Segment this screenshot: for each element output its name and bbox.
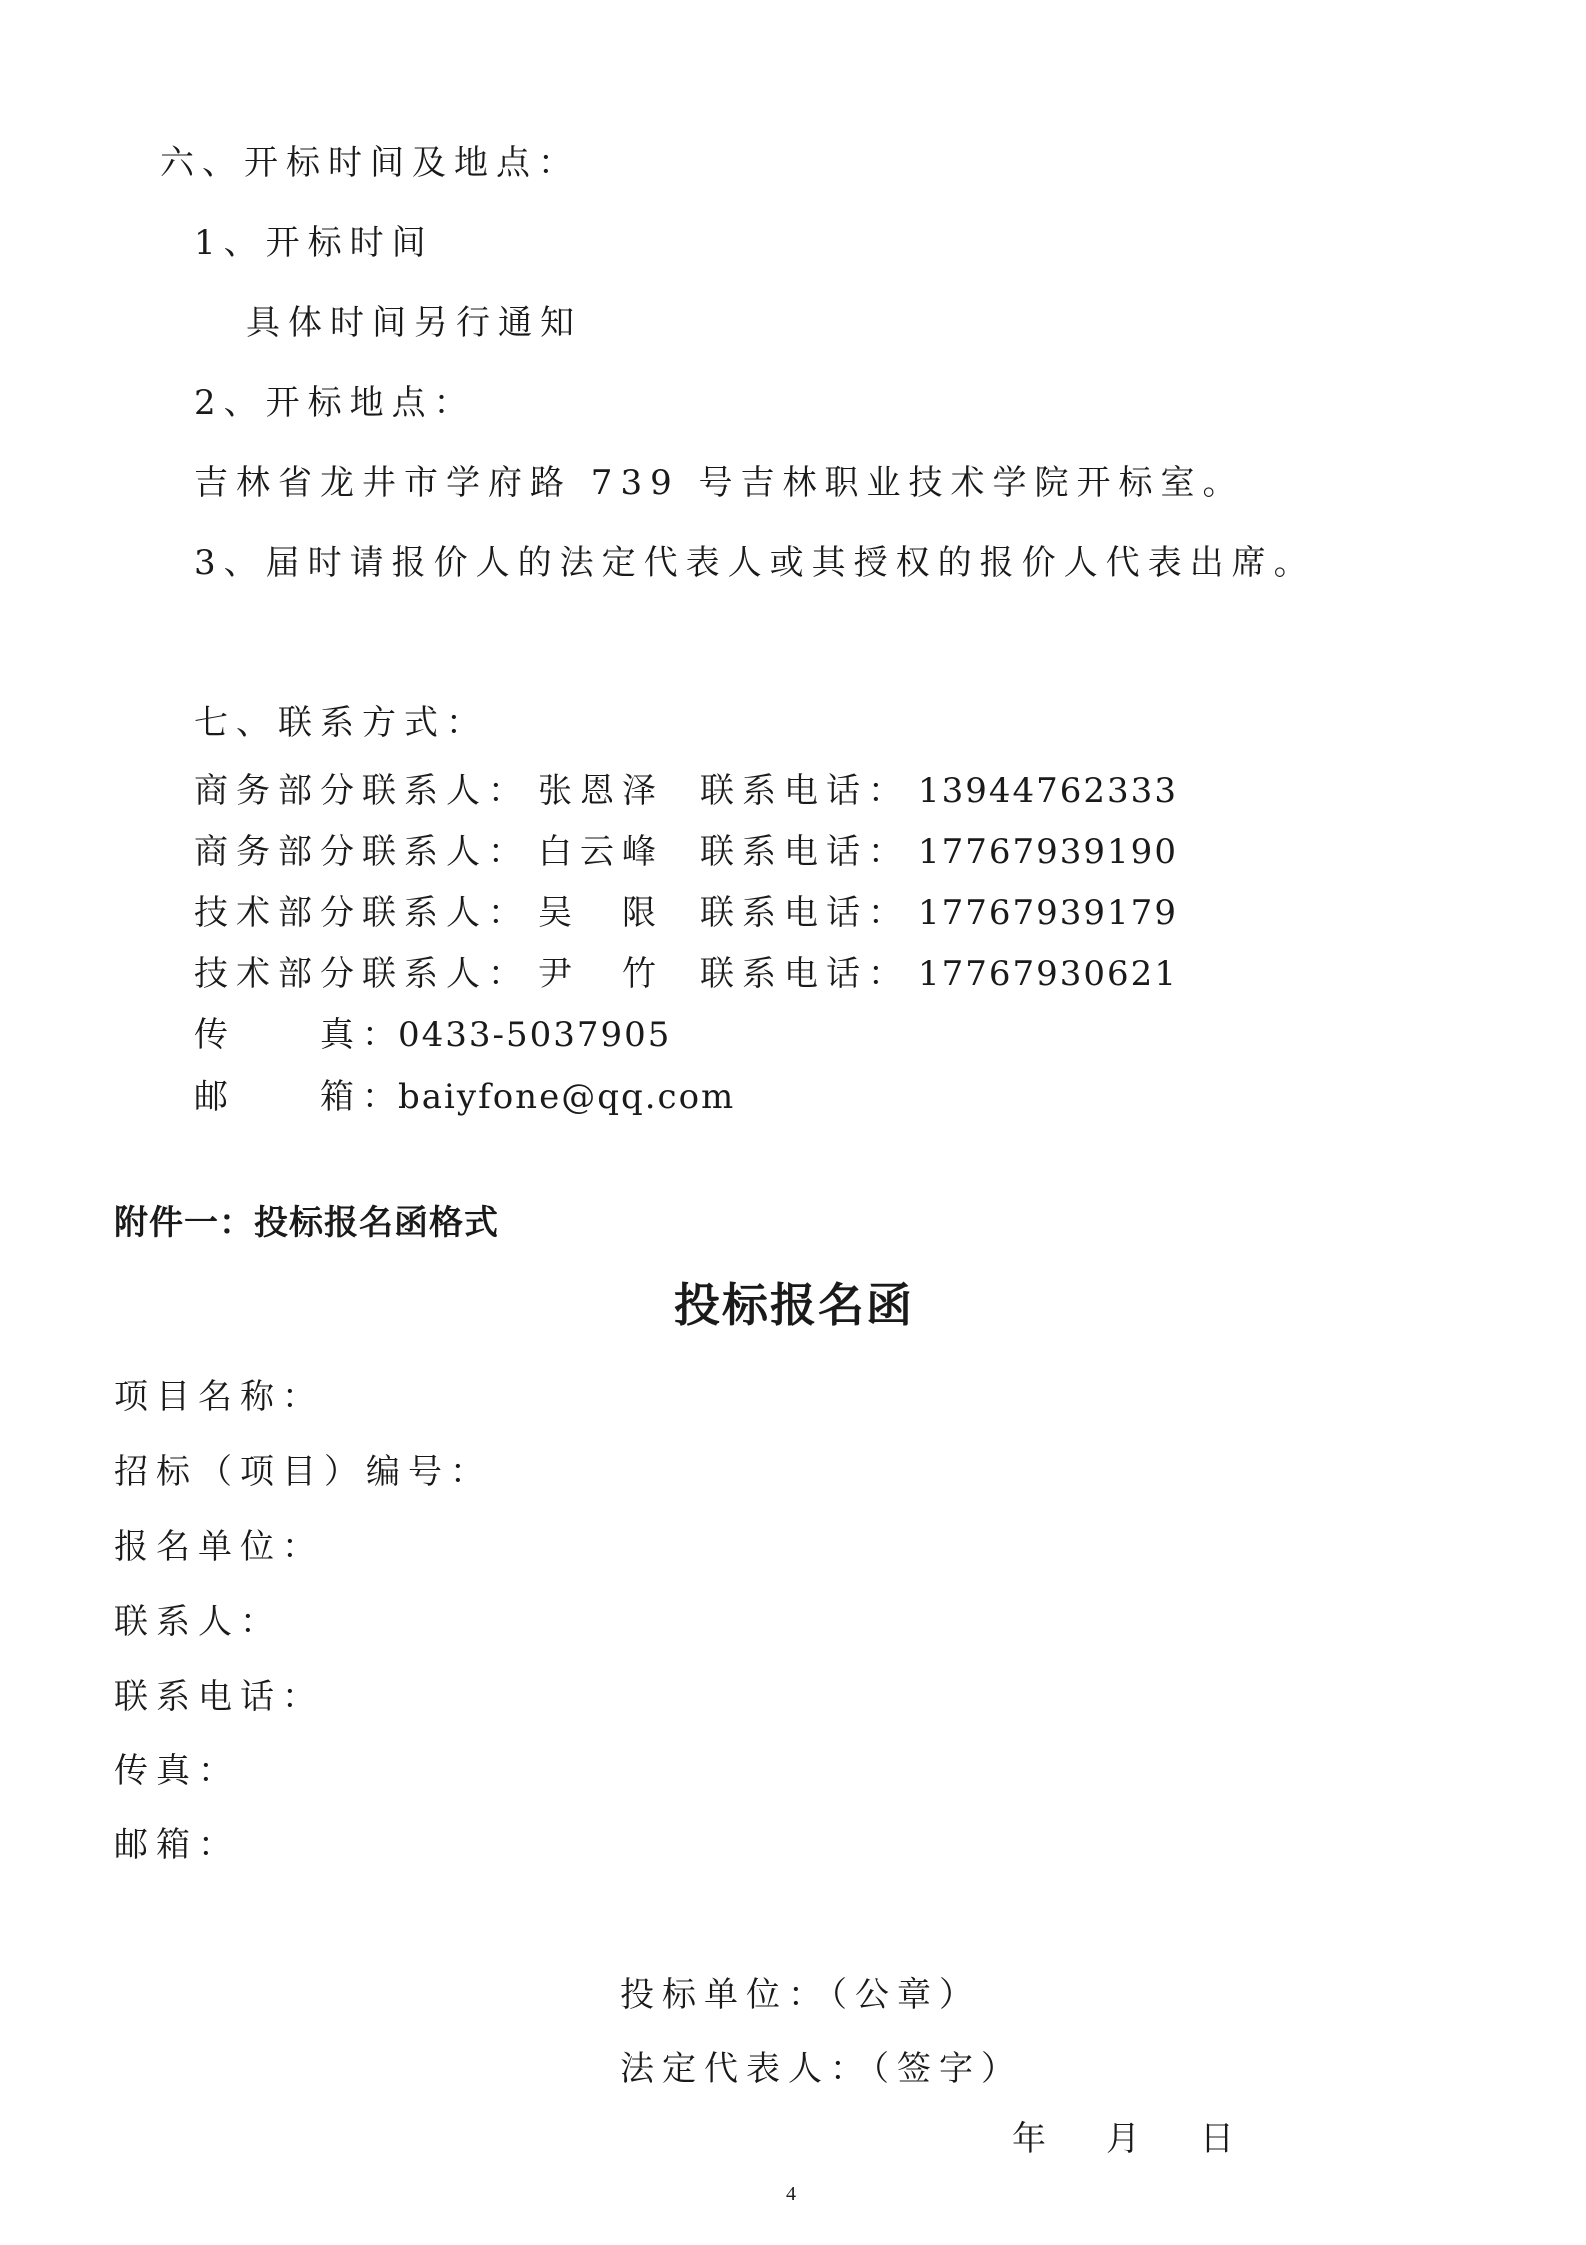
contact-role: 商务部分联系人： <box>194 832 530 872</box>
contact-phone: 17767939190 <box>918 832 1178 872</box>
attachment-heading: 附件一：投标报名函格式 <box>114 1203 499 1243</box>
signature-representative: 法定代表人：（签字） <box>620 2049 1023 2089</box>
contact-phone: 17767939179 <box>918 893 1178 933</box>
section6-item2-title: 2、开标地点： <box>194 383 476 423</box>
contact-name: 尹 竹 <box>538 954 664 994</box>
fax-label-2: 真： <box>320 1015 404 1055</box>
email-value: baiyfone@qq.com <box>398 1077 736 1117</box>
contact-name: 吴 限 <box>538 893 664 933</box>
section6-heading: 六、开标时间及地点： <box>160 143 580 183</box>
contact-phone-label: 联系电话： <box>700 832 910 872</box>
date-day: 日 <box>1200 2119 1242 2159</box>
fax-label-1: 传 <box>194 1015 236 1055</box>
contact-role: 技术部分联系人： <box>194 893 530 933</box>
contact-phone-label: 联系电话： <box>700 954 910 994</box>
form-field-tender-number: 招标（项目）编号： <box>114 1452 492 1492</box>
email-label-1: 邮 <box>194 1077 236 1117</box>
form-field-fax: 传真： <box>114 1751 240 1791</box>
date-year: 年 <box>1012 2119 1054 2159</box>
section6-item1-body: 具体时间另行通知 <box>246 303 582 343</box>
signature-unit: 投标单位：（公章） <box>620 1975 981 2015</box>
section6-item2-body: 吉林省龙井市学府路 739 号吉林职业技术学院开标室。 <box>194 463 1245 503</box>
contact-role: 技术部分联系人： <box>194 954 530 994</box>
section6-item1-title: 1、开标时间 <box>194 223 434 263</box>
page-number: 4 <box>786 2183 796 2205</box>
contact-phone-label: 联系电话： <box>700 771 910 811</box>
section7-heading: 七、联系方式： <box>194 703 488 743</box>
form-field-contact: 联系人： <box>114 1602 282 1642</box>
contact-name: 张恩泽 <box>538 771 664 811</box>
attachment-title: 投标报名函 <box>674 1278 914 1332</box>
form-field-phone: 联系电话： <box>114 1677 324 1717</box>
contact-phone-label: 联系电话： <box>700 893 910 933</box>
form-field-applicant: 报名单位： <box>114 1527 324 1567</box>
form-field-email: 邮箱： <box>114 1825 240 1865</box>
date-month: 月 <box>1106 2119 1148 2159</box>
contact-phone: 17767930621 <box>918 954 1178 994</box>
section6-item3: 3、届时请报价人的法定代表人或其授权的报价人代表出席。 <box>194 543 1316 583</box>
form-field-project-name: 项目名称： <box>114 1377 324 1417</box>
fax-value: 0433-5037905 <box>398 1015 672 1055</box>
contact-name: 白云峰 <box>538 832 664 872</box>
contact-role: 商务部分联系人： <box>194 771 530 811</box>
contact-phone: 13944762333 <box>918 771 1178 811</box>
email-label-2: 箱： <box>320 1077 404 1117</box>
